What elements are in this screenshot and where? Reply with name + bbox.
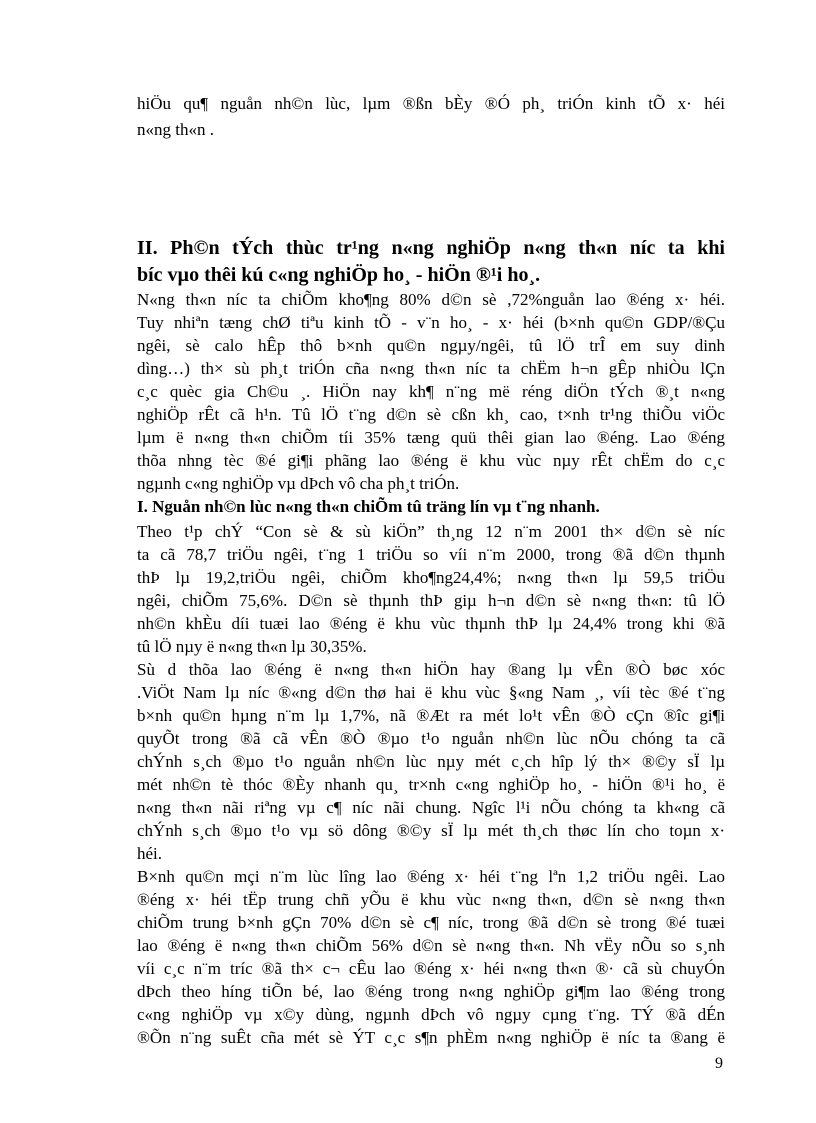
text-line: Sù d thõa lao ®éng ë n«ng th«n hiÖn hay ®ang lµ vÊn ®Ò bøc xóc (137, 660, 725, 679)
text-line: Theo t¹p chÝ “Con sè & sù kiÖn” th¸ng 12 n¨m 2001 th× d©n sè níc (137, 522, 725, 541)
text-line: ta cã 78,7 triÖu ngêi, t¨ng 1 triÖu so víi n¨m 2000, trong ®ã d©n thµnh (137, 545, 725, 564)
section-heading: bíc vµo thêi kú c«ng nghiÖp ho¸ - hiÖn ®¹i ho¸. (137, 264, 541, 286)
text-line: chÝnh s¸ch ®µo t¹o vµ sö dông ®©y sÏ lµ mét th¸ch thøc lín cho toµn x· (137, 821, 725, 840)
text-line: b×nh qu©n hµng n¨m lµ 1,7%, nã ®Æt ra mét lo¹t vÊn ®Ò cÇn ®îc gi¶i (137, 706, 725, 725)
text-line: c¸c quèc gia Ch©u ¸. HiÖn nay kh¶ n¨ng më réng diÖn tÝch ®¸t n«ng (137, 382, 725, 401)
text-line: víi c¸c n¨m tríc ®ã th× c¬ cÊu lao ®éng x· héi n«ng th«n ®· cã sù chuyÓn (137, 959, 725, 978)
text-line: hiÖu qu¶ nguån nh©n lùc, lµm ®ßn bÈy ®Ó ph¸ triÓn kinh tÕ x· héi (137, 94, 725, 113)
text-line: .ViÖt Nam lµ níc ®«ng d©n thø hai ë khu vùc §«ng Nam ¸, víi tèc ®é t¨ng (137, 683, 725, 702)
text-line: chiÕm trung b×nh gÇn 70% d©n sè c¶ níc, trong ®ã d©n sè trong ®é tuæi (137, 913, 725, 932)
text-line: mét nh©n tè thóc ®Èy nhanh qu¸ tr×nh c«ng nghiÖp ho¸ - hiÖn ®¹i ho¸ ë (137, 775, 725, 794)
subsection-title: I. Nguån nh©n lùc n«ng th«n chiÕm tû träng lín vµ t¨ng nhanh. (137, 497, 600, 516)
text-line: ngêi, chiÕm 75,6%. D©n sè thµnh thÞ giµ h¬n d©n sè n«ng th«n: tû lÖ (137, 591, 725, 610)
text-line: B×nh qu©n mçi n¨m lùc lîng lao ®éng x· héi t¨ng lªn 1,2 triÖu ngêi. Lao (137, 867, 725, 886)
text-line: dìng…) th× sù ph¸t triÓn cña n«ng th«n níc ta chËm h¬n gÊp nhiÒu lÇn (137, 359, 725, 378)
text-line: lao ®éng ë n«ng th«n chiÕm 56% d©n sè n«ng th«n. Nh vËy nÕu so s¸nh (137, 936, 725, 955)
text-line: ®éng x· héi tËp trung chñ yÕu ë khu vùc n«ng th«n, d©n sè n«ng th«n (137, 890, 725, 909)
section-heading: II. Ph©n tÝch thùc tr¹ng n«ng nghiÖp n«ng th«n níc ta khi (137, 237, 725, 259)
text-line: n«ng th«n nãi riªng vµ c¶ níc nãi chung. Ngîc l¹i nÕu chóng ta kh«ng cã (137, 798, 725, 817)
text-line: ngµnh c«ng nghiÖp vµ dÞch vô cha ph¸t triÓn. (137, 474, 460, 493)
text-line: c«ng nghiÖp vµ x©y dùng, ngµnh dÞch vô ngµy cµng t¨ng. TÝ ®ã dÉn (137, 1005, 725, 1024)
text-line: héi. (137, 844, 163, 863)
text-line: nghiÖp rÊt cã h¹n. Tû lÖ t¨ng d©n sè cßn kh¸ cao, t×nh tr¹ng thiÕu viÖc (137, 405, 725, 424)
text-line: chÝnh s¸ch ®µo t¹o nguån nh©n lùc nµy mét c¸ch hîp lý th× ®©y sÏ lµ (137, 752, 725, 771)
text-line: ngêi, sè calo hÊp thô b×nh qu©n ngµy/ngêi, tû lÖ trÎ em suy dinh (137, 336, 725, 355)
text-line: Tuy nhiªn tæng chØ tiªu kinh tÕ - v¨n ho¸ - x· héi (b×nh qu©n GDP/®Çu (137, 313, 725, 332)
text-line: n«ng th«n . (137, 120, 214, 139)
page-number: 9 (715, 1055, 723, 1072)
text-line: dÞch theo híng tiÕn bé, lao ®éng trong n«ng nghiÖp gi¶m lao ®éng trong (137, 982, 725, 1001)
text-line: quyÕt trong ®ã cã vÊn ®Ò ®µo t¹o nguån nh©n lùc nÕu chóng ta cã (137, 729, 725, 748)
text-line: ®Õn n¨ng suÊt cña mét sè ÝT c¸c s¶n phÈm n«ng nghiÖp ë níc ta ®ang ë (137, 1028, 725, 1047)
text-line: lµm ë n«ng th«n chiÕm tíi 35% tæng quü thêi gian lao ®éng. Lao ®éng (137, 428, 725, 447)
text-line: nh©n khÈu díi tuæi lao ®éng ë khu vùc thµnh thÞ lµ 24,4% trong khi ®ã (137, 614, 725, 633)
text-line: tû lÖ nµy ë n«ng th«n lµ 30,35%. (137, 637, 367, 656)
text-line: thõa nhng tèc ®é gi¶i phãng lao ®éng ë khu vùc nµy rÊt chËm do c¸c (137, 451, 725, 470)
text-line: N«ng th«n níc ta chiÕm kho¶ng 80% d©n sè ,72%nguån lao ®éng x· héi. (137, 290, 725, 309)
text-line: thÞ lµ 19,2,triÖu ngêi, chiÕm kho¶ng24,4%; n«ng th«n lµ 59,5 triÖu (137, 568, 725, 587)
